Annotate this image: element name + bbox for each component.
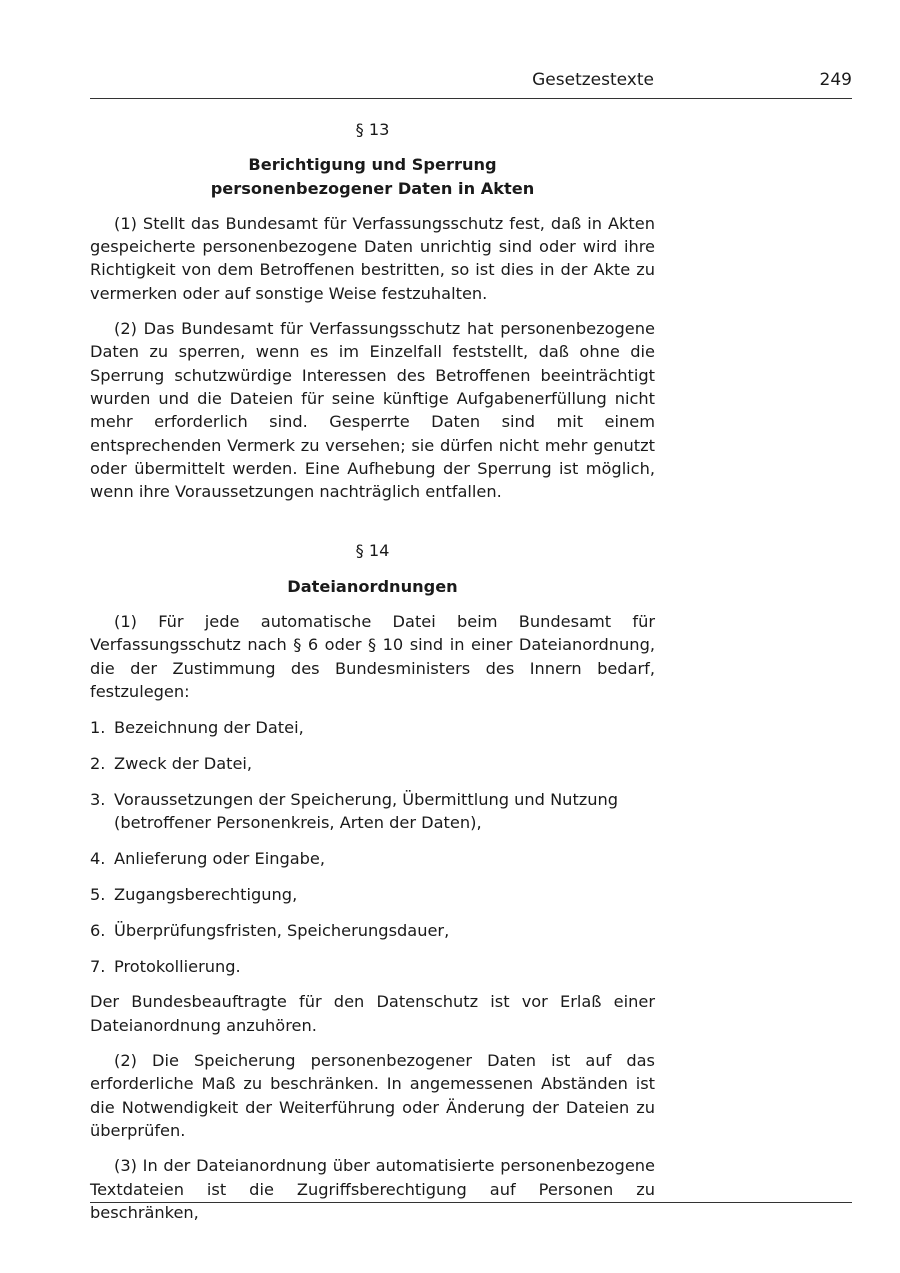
section-14 [90,539,655,1224]
running-header-title: Gesetzestexte [532,70,654,90]
section-14-after-list: Der Bundesbeauftragte für den Datenschutz ist vor Erlaß einer Dateianordnung anzuhören. [90,992,655,1035]
section-13-paragraph-2: (2) Das Bundesamt für Verfassungsschutz hat personenbezogene Daten zu sperren, wenn es im Einzelfall feststellt, daß ohne die Sperrung schutzwürdige Interessen des Betroffenen beeinträchtigt wurden und die Dateien für seine künftige Aufgabenerfüllung nicht mehr erforderlich sind. Gesperrte Daten sind mit einem entsprechenden Vermerk zu versehen; sie dürfen nicht mehr genutzt oder übermittelt werden. Eine Aufhebung der Sperrung ist möglich, wenn ihre Voraussetzungen nachträglich entfallen. [90,319,655,502]
section-14-list [90,716,655,979]
list-item: 7. Protokollierung. [90,957,241,977]
list-item: 2. Zweck der Datei, [90,753,253,773]
list-item: 1. Bezeichnung der Datei, [90,717,304,737]
list-item: 5. Zugangsberechtigung, [90,885,298,905]
list-item: 3. Voraussetzungen der Speicherung, Übermittlung und Nutzung (betroffener Personenkreis, Arten der Daten), [90,789,619,833]
list-item: 4. Anlieferung oder Eingabe, [90,849,326,869]
section-13 [90,118,655,503]
section-13-paragraph-1: (1) Stellt das Bundesamt für Verfassungsschutz fest, daß in Akten gespeicherte personenbezogene Daten unrichtig sind oder wird ihre Richtigkeit von dem Betroffenen bestritten, so ist dies in der Akte zu vermerken oder auf sonstige Weise festzuhalten. [90,213,655,303]
section-14-number: § 14 [355,541,390,561]
page-body [90,118,655,1224]
footer-rule [90,1202,852,1203]
section-14-paragraph-2: (2) Die Speicherung personenbezogener Daten ist auf das erforderliche Maß zu beschränken. In angemessenen Abständen ist die Notwendigkeit der Weiterführung oder Änderung der Dateien zu überprüfen. [90,1051,655,1140]
section-14-title: Dateianordnungen [287,576,458,596]
section-14-paragraph-1: (1) Für jede automatische Datei beim Bundesamt für Verfassungsschutz nach § 6 oder § 10 sind in einer Dateianordnung, die der Zustimmung des Bundesministers des Innern bedarf, festzulegen: [90,612,655,701]
page-number: 249 [819,70,852,90]
section-13-title-line-2: personenbezogener Daten in Akten [210,178,535,198]
running-header [90,70,852,99]
section-14-paragraph-3: (3) In der Dateianordnung über automatisierte personenbezogene Textdateien ist die Zugriffsberechtigung auf Personen zu beschränken, [90,1156,655,1222]
list-item: 6. Überprüfungsfristen, Speicherungsdauer, [90,921,450,941]
section-13-number: § 13 [355,120,390,139]
section-13-title-line-1: Berichtigung und Sperrung [248,155,497,175]
